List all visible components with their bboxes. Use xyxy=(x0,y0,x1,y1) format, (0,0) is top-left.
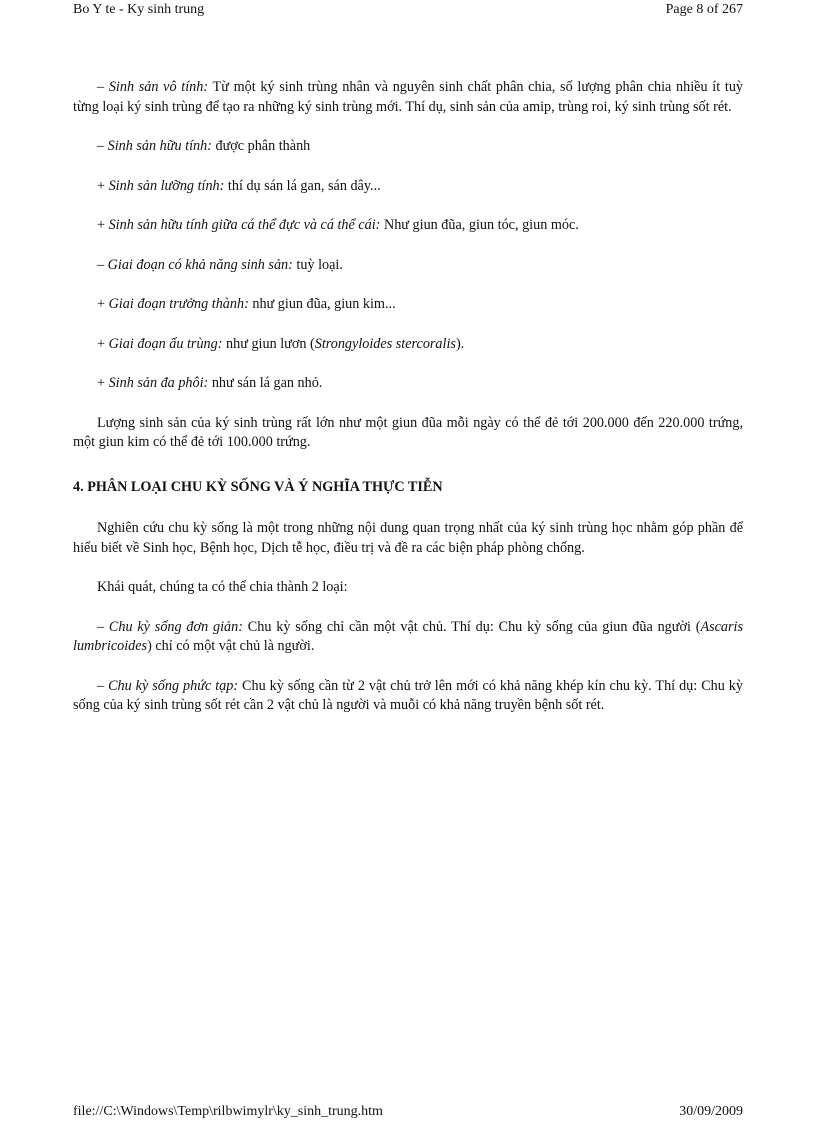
paragraph: Khái quát, chúng ta có thể chia thành 2 loại: xyxy=(97,579,348,595)
print-date: 30/09/2009 xyxy=(679,1104,743,1119)
paragraph: – Giai đoạn có khả năng sinh sản: tuỳ loại. xyxy=(97,256,343,273)
document-body xyxy=(73,78,743,716)
paragraph: Nghiên cứu chu kỳ sống là một trong những nội dung quan trọng nhất của ký sinh trùng học nhằm góp phần để hiểu biết về Sinh học, Bệnh học, Dịch tễ học, điều trị và đề ra các biện pháp phòng chống. xyxy=(73,520,743,556)
page-number: Page 8 of 267 xyxy=(665,2,743,17)
paragraph: + Giai đoạn ấu trùng: như giun lươn (Strongyloides stercoralis). xyxy=(97,335,465,352)
page-header xyxy=(73,2,743,18)
paragraph: + Sinh sản hữu tính giữa cá thể đực và cá thể cái: Như giun đũa, giun tóc, giun móc. xyxy=(97,217,579,233)
paragraph: – Chu kỳ sống đơn giản: Chu kỳ sống chỉ cần một vật chủ. Thí dụ: Chu kỳ sống của giun đũa người (Ascaris lumbricoides) chỉ có một vật chủ là người. xyxy=(73,618,743,654)
page-footer xyxy=(73,1104,743,1120)
header-title: Bo Y te - Ky sinh trung xyxy=(73,2,205,17)
paragraph: – Sinh sản vô tính: Từ một ký sinh trùng nhân và nguyên sinh chất phân chia, số lượng phân chia nhiều ít tuỳ từng loại ký sinh trùng để tạo ra những ký sinh trùng mới. Thí dụ, sinh sản của amip, trùng roi, ký sinh trùng sốt rét. xyxy=(73,79,744,115)
paragraph: + Sinh sản đa phôi: như sán lá gan nhỏ. xyxy=(97,375,323,391)
section-heading: 4. PHÂN LOẠI CHU KỲ SỐNG VÀ Ý NGHĨA THỰC TIỄN xyxy=(73,478,443,495)
paragraph: + Sinh sản lưỡng tính: thí dụ sán lá gan, sán dây... xyxy=(97,177,381,194)
paragraph: – Chu kỳ sống phức tạp: Chu kỳ sống cần từ 2 vật chủ trở lên mới có khả năng khép kín chu kỳ. Thí dụ: Chu kỳ sống của ký sinh trùng sốt rét cần 2 vật chủ là người và muỗi có khả năng truyền bệnh sốt rét. xyxy=(73,677,743,713)
file-path: file://C:\Windows\Temp\rilbwimylr\ky_sinh_trung.htm xyxy=(73,1104,383,1119)
paragraph: – Sinh sản hữu tính: được phân thành xyxy=(97,138,311,154)
paragraph: Lượng sinh sản của ký sinh trùng rất lớn như một giun đũa mỗi ngày có thể đẻ tới 200.000 đến 220.000 trứng, một giun kim có thể đẻ tới 100.000 trứng. xyxy=(73,414,743,450)
paragraph: + Giai đoạn trưởng thành: như giun đũa, giun kim... xyxy=(97,296,396,312)
